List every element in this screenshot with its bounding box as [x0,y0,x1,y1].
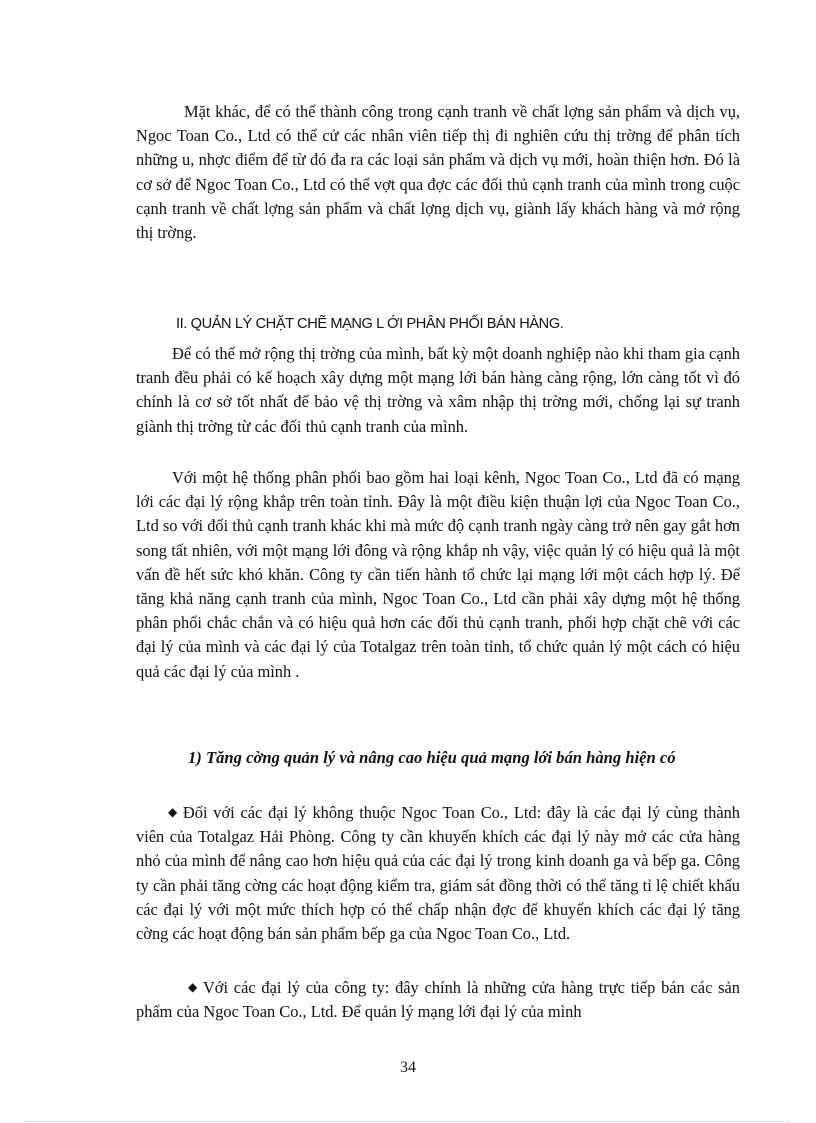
page-number: 34 [400,1059,416,1076]
bullet-text: Với các đại lý của công ty: đây chính là những cửa hàng trực tiếp bán các sản phẩm của Ngoc Toan Co., Ltd. Để quản lý mạng lới đại lý của mình [136,978,740,1022]
paragraph-distribution-system: Với một hệ thống phân phối bao gồm hai loại kênh, Ngoc Toan Co., Ltd đã có mạng lới các đại lý rộng khắp trên toàn tỉnh. Đây là một điều kiện thuận lợi của Ngoc Toan Co., Ltd so với đối thủ cạnh tranh khác khi mà mức độ cạnh tranh ngày càng trở nên gay gắt hơn song tất nhiên, với một mạng lới đông và rộng khắp nh vậy, việc quản lý có hiệu quả là một vấn đề hết sức khó khăn. Công ty cần tiến hành tổ chức lại mạng lới một cách hợp lý. Để tăng khả năng cạnh tranh của mình, Ngoc Toan Co., Ltd cần phải xây dựng một hệ thống phân phối chắc chắn và có hiệu quả hơn các đối thủ cạnh tranh, phối hợp chặt chẽ với các đại lý của mình và các đại lý của Totalgaz trên toàn tỉnh, tổ chức quản lý một cách có hiệu quả các đại lý của mình . [136,468,740,681]
subsection-heading: 1) Tăng cờng quản lý và nâng cao hiệu quả mạng lới bán hàng hiện có [188,748,676,767]
bullet-paragraph-non-member-agents [136,800,740,946]
bullet-text: Đối với các đại lý không thuộc Ngoc Toan Co., Ltd: đây là các đại lý cùng thành viên của Totalgaz Hải Phòng. Công ty cần khuyến khích các đại lý này mở các cửa hàng nhỏ của mình để nâng cao hơn hiệu quả của các đại lý trong kinh doanh ga và bếp ga. Công ty cần phải tăng cờng các hoạt động kiểm tra, giám sát đồng thời có thể tăng tỉ lệ chiết khấu các đại lý với một mức thích hợp có thể chấp nhận đợc để khuyến khích các đại lý tăng cờng các hoạt động bán sản phẩm bếp ga của Ngoc Toan Co., Ltd. [136,803,740,944]
paragraph-competition-quality: Mặt khác, để có thể thành công trong cạnh tranh về chất lợng sản phẩm và dịch vụ, Ngoc Toan Co., Ltd có thể cử các nhân viên tiếp thị đi nghiên cứu thị trờng để phân tích những u, nhợc điểm để từ đó đa ra các loại sản phẩm và dịch vụ mới, hoàn thiện hơn. Đó là cơ sở để Ngoc Toan Co., Ltd có thể vợt qua đợc các đối thủ cạnh tranh của mình trong cuộc cạnh tranh về chất lợng sản phẩm và chất lợng dịch vụ, giành lấy khách hàng và mở rộng thị trờng. [136,102,740,243]
footer-dotted-rule [26,1121,790,1122]
bullet-paragraph-company-agents [136,975,740,1024]
diamond-bullet-icon: ◆ [188,980,199,994]
diamond-bullet-icon: ◆ [168,805,179,819]
section-heading: II. QUẢN LÝ CHẶT CHẼ MẠNG L ỚI PHÂN PHỐI BÁN HÀNG. [176,316,564,332]
paragraph-distribution-network: Để có thể mở rộng thị trờng của mình, bất kỳ một doanh nghiệp nào khi tham gia cạnh tranh đều phải có kế hoạch xây dựng một mạng lới bán hàng càng rộng, lớn càng tốt vì đó chính là cơ sở tốt nhất để bảo vệ thị trờng và xâm nhập thị trờng mới, chống lại sự tranh giành thị trờng từ các đối thủ cạnh tranh của mình. [136,344,740,436]
